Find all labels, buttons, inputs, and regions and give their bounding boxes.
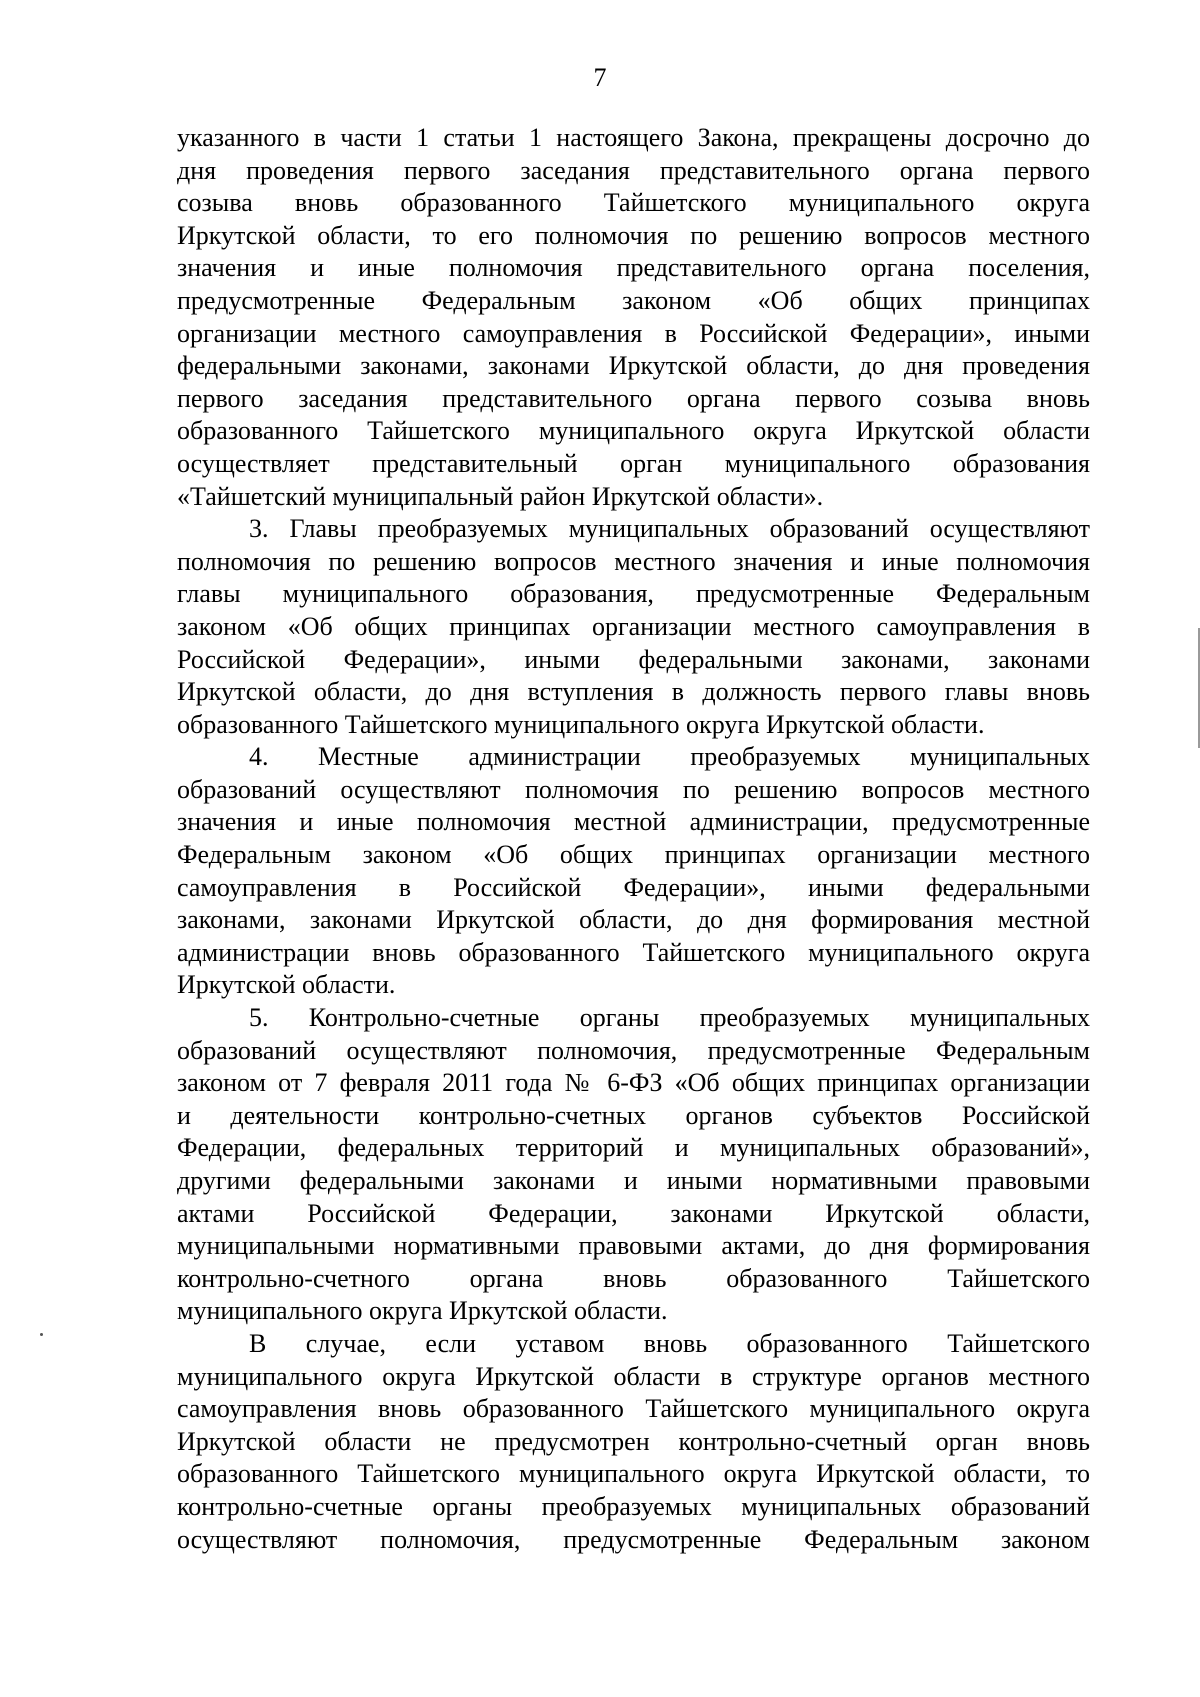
text-line: законом от 7 февраля 2011 года № 6-ФЗ «Об общих принципах организации — [177, 1068, 1090, 1098]
text-line: Российской Федерации», иными федеральными законами, законами — [177, 644, 1090, 674]
text-line: 5. Контрольно-счетные органы преобразуемых муниципальных — [249, 1003, 1090, 1033]
text-line: Иркутской области. — [177, 970, 396, 1000]
text-line: муниципальными нормативными правовыми актами, до дня формирования — [177, 1231, 1090, 1261]
text-line: контрольно-счетного органа вновь образованного Тайшетского — [177, 1263, 1090, 1293]
text-line: образований осуществляют полномочия по решению вопросов местного — [177, 774, 1090, 804]
text-line: «Тайшетский муниципальный район Иркутской области». — [177, 481, 824, 511]
text-line: самоуправления в Российской Федерации», иными федеральными — [177, 872, 1090, 902]
text-line: законами, законами Иркутской области, до дня формирования местной — [177, 905, 1090, 935]
text-line: образованного Тайшетского муниципального округа Иркутской области — [177, 416, 1090, 446]
text-line: образованного Тайшетского муниципального округа Иркутской области. — [177, 709, 985, 739]
text-line: главы муниципального образования, предусмотренные Федеральным — [177, 579, 1090, 609]
text-line: Иркутской области, то его полномочия по решению вопросов местного — [177, 220, 1090, 250]
text-line: 4. Местные администрации преобразуемых муниципальных — [249, 742, 1090, 772]
text-line: образований осуществляют полномочия, предусмотренные Федеральным — [177, 1035, 1090, 1065]
text-line: самоуправления вновь образованного Тайшетского муниципального округа — [177, 1394, 1090, 1424]
text-line: организации местного самоуправления в Российской Федерации», иными — [177, 318, 1090, 348]
text-line: администрации вновь образованного Тайшетского муниципального округа — [177, 937, 1090, 967]
text-line: 3. Главы преобразуемых муниципальных образований осуществляют — [249, 514, 1090, 544]
text-line: Федерации, федеральных территорий и муниципальных образований», — [177, 1133, 1090, 1163]
page-number: 7 — [593, 63, 607, 92]
text-line: муниципального округа Иркутской области. — [177, 1296, 668, 1326]
paragraph-clause-3 — [177, 513, 1090, 741]
text-line: полномочия по решению вопросов местного значения и иные полномочия — [177, 546, 1090, 576]
text-line: созыва вновь образованного Тайшетского муниципального округа — [177, 188, 1090, 218]
text-line: Иркутской области, до дня вступления в должность первого главы вновь — [177, 677, 1090, 707]
text-line: другими федеральными законами и иными нормативными правовыми — [177, 1166, 1090, 1195]
text-line: Федеральным законом «Об общих принципах организации местного — [177, 840, 1090, 870]
text-line: федеральными законами, законами Иркутской области, до дня проведения — [177, 351, 1090, 381]
text-line: значения и иные полномочия представительного органа поселения, — [177, 253, 1090, 283]
text-line: Иркутской области не предусмотрен контрольно-счетный орган вновь — [177, 1426, 1090, 1456]
text-line: указанного в части 1 статьи 1 настоящего Закона, прекращены досрочно до — [177, 123, 1090, 152]
paragraph-exception — [177, 1328, 1090, 1556]
paragraph-clause-5 — [177, 1002, 1090, 1328]
text-line: осуществляет представительный орган муниципального образования — [177, 448, 1090, 478]
text-line: дня проведения первого заседания представительного органа первого — [177, 155, 1090, 185]
text-line: В случае, если уставом вновь образованного Тайшетского — [249, 1328, 1090, 1358]
text-line: первого заседания представительного органа первого созыва вновь — [177, 383, 1090, 413]
text-line: законом «Об общих принципах организации местного самоуправления в — [177, 611, 1090, 641]
text-line: предусмотренные Федеральным законом «Об общих принципах — [177, 285, 1090, 315]
text-line: муниципального округа Иркутской области в структуре органов местного — [177, 1361, 1090, 1391]
scan-speck — [40, 1333, 43, 1336]
paragraph-clause-4 — [177, 741, 1090, 1002]
paragraph-1 — [177, 122, 1090, 513]
text-line: актами Российской Федерации, законами Иркутской области, — [177, 1198, 1090, 1228]
text-line: контрольно-счетные органы преобразуемых муниципальных образований — [177, 1491, 1090, 1521]
text-line: значения и иные полномочия местной администрации, предусмотренные — [177, 807, 1090, 837]
text-line: осуществляют полномочия, предусмотренные Федеральным законом — [177, 1524, 1090, 1554]
document-body — [177, 122, 1090, 1556]
text-line: образованного Тайшетского муниципального округа Иркутской области, то — [177, 1459, 1090, 1489]
text-line: и деятельности контрольно-счетных органов субъектов Российской — [177, 1100, 1090, 1130]
